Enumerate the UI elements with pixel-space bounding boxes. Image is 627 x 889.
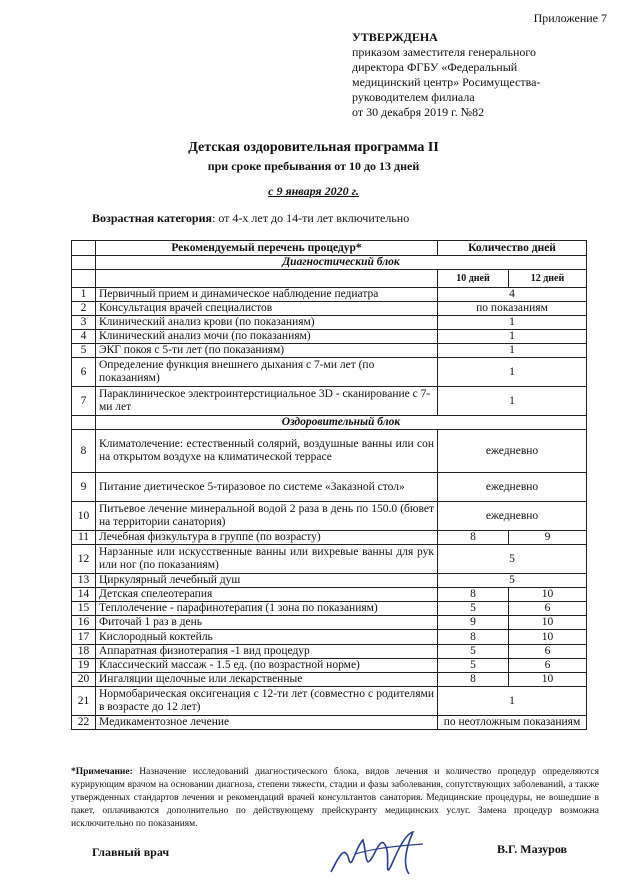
subheader-number-cell — [72, 270, 96, 288]
table-row — [72, 645, 587, 659]
row-number: 16 — [72, 616, 96, 630]
row-number: 17 — [72, 630, 96, 645]
subheader-12-days: 12 дней — [509, 270, 587, 288]
section-health: Оздоровительный блок — [96, 416, 587, 430]
row-number: 10 — [72, 502, 96, 531]
section-number-cell — [72, 256, 96, 270]
row-number: 18 — [72, 645, 96, 659]
program-title: Детская оздоровительная программа II — [188, 140, 439, 155]
age-category — [92, 211, 409, 226]
effective-date-text: с 9 января 2020 г. — [268, 184, 359, 198]
table-row — [72, 330, 587, 344]
signer-name: В.Г. Мазуров — [497, 842, 568, 856]
days-12-value: 10 — [509, 616, 587, 630]
days-value: 1 — [438, 330, 587, 344]
procedure-name: Питьевое лечение минеральной водой 2 раза в день по 150.0 (бювет на территории санатория) — [96, 502, 438, 531]
procedure-name: Клинический анализ крови (по показаниям) — [96, 316, 438, 330]
approval-block — [352, 30, 612, 120]
row-number: 3 — [72, 316, 96, 330]
table-row — [72, 574, 587, 588]
days-12-value: 10 — [509, 588, 587, 602]
table-row — [72, 531, 587, 545]
days-12-value: 6 — [509, 602, 587, 616]
days-10-value: 5 — [438, 645, 509, 659]
days-12-value: 9 — [509, 531, 587, 545]
table-row — [72, 288, 587, 302]
days-12-value: 10 — [509, 673, 587, 687]
row-number: 22 — [72, 716, 96, 730]
approval-line: медицинский центр» Росимущества- — [352, 75, 541, 89]
procedure-name: Нормобарическая оксигенация с 12-ти лет (совместно с родителями в возрасте до 12 лет) — [96, 687, 438, 716]
days-value: ежедневно — [438, 502, 587, 531]
table-row — [72, 545, 587, 574]
procedure-name: Ингаляции щелочные или лекарственные — [96, 673, 438, 687]
program-subtitle: при сроке пребывания от 10 до 13 дней — [207, 159, 420, 173]
days-value: ежедневно — [438, 473, 587, 502]
approval-line: директора ФГБУ «Федеральный — [352, 60, 518, 74]
procedure-name: Теплолечение - парафинотерапия (1 зона по показаниям) — [96, 602, 438, 616]
procedure-name: Климатолечение: естественный солярий, воздушные ванны или сон на открытом воздухе на климатической террасе — [96, 430, 438, 473]
approval-line: приказом заместителя генерального — [352, 45, 536, 59]
table-row — [72, 602, 587, 616]
days-10-value: 8 — [438, 588, 509, 602]
section-diagnostic: Диагностический блок — [96, 256, 587, 270]
table-row — [72, 687, 587, 716]
procedure-name: Классический массаж - 1.5 ед. (по возрастной норме) — [96, 659, 438, 673]
age-label: Возрастная категория — [92, 211, 212, 225]
days-12-value: 6 — [509, 645, 587, 659]
row-number: 14 — [72, 588, 96, 602]
header-days: Количество дней — [438, 241, 587, 256]
table-row — [72, 473, 587, 502]
row-number: 2 — [72, 302, 96, 316]
days-value: 5 — [438, 574, 587, 588]
header-number-cell — [72, 241, 96, 256]
subheader-empty-cell — [96, 270, 438, 288]
procedure-name: Аппаратная физиотерапия -1 вид процедур — [96, 645, 438, 659]
days-value: 1 — [438, 687, 587, 716]
procedure-name: Консультация врачей специалистов — [96, 302, 438, 316]
table-row — [72, 316, 587, 330]
row-number: 8 — [72, 430, 96, 473]
days-value: 1 — [438, 358, 587, 387]
row-number: 6 — [72, 358, 96, 387]
approval-heading: УТВЕРЖДЕНА — [352, 30, 438, 44]
table-row — [72, 430, 587, 473]
table-row — [72, 358, 587, 387]
row-number: 7 — [72, 387, 96, 416]
table-row — [72, 302, 587, 316]
appendix-label: Приложение 7 — [533, 11, 607, 25]
approval-line: руководителем филиала — [352, 90, 475, 104]
age-value: : от 4-х лет до 14-ти лет включительно — [212, 211, 410, 225]
days-value: 1 — [438, 344, 587, 358]
row-number: 9 — [72, 473, 96, 502]
days-value: ежедневно — [438, 430, 587, 473]
procedure-name: Питание диетическое 5-тиразовое по системе «Заказной стол» — [96, 473, 438, 502]
days-value: 5 — [438, 545, 587, 574]
footnote-text: Назначение исследований диагностического блока, видов лечения и количество процедур определяются курирующим врачом на основании диагноза, степени тяжести, стадии и фазы заболевания, сопутствующих заболеваний, а также утвержденных стандартов лечения и рекомендаций врачей консультантов санатория. Медицинские процедуры, не вошедшие в пакет, оплачиваются дополнительно по действующему прейскуранту медицинских услуг. Замена процедур возможна исключительно по показаниям. — [71, 767, 599, 829]
days-10-value: 9 — [438, 616, 509, 630]
procedure-name: Детская спелеотерапия — [96, 588, 438, 602]
footnote — [71, 766, 599, 831]
effective-date — [0, 184, 627, 199]
procedure-name: ЭКГ покоя с 5-ти лет (по показаниям) — [96, 344, 438, 358]
days-10-value: 8 — [438, 673, 509, 687]
procedures-table — [71, 240, 587, 730]
procedure-name: Медикаментозное лечение — [96, 716, 438, 730]
row-number: 5 — [72, 344, 96, 358]
section-number-cell — [72, 416, 96, 430]
table-row — [72, 502, 587, 531]
table-row — [72, 616, 587, 630]
subheader-row — [72, 270, 587, 288]
table-row — [72, 344, 587, 358]
row-number: 19 — [72, 659, 96, 673]
days-value: 1 — [438, 316, 587, 330]
row-number: 11 — [72, 531, 96, 545]
header-procedures: Рекомендуемый перечень процедур* — [96, 241, 438, 256]
procedure-name: Кислородный коктейль — [96, 630, 438, 645]
days-value: 4 — [438, 288, 587, 302]
procedure-name: Нарзанные или искусственные ванны или вихревые ванны для рук или ног (по показаниям) — [96, 545, 438, 574]
footnote-label: *Примечание: — [71, 767, 133, 777]
approval-line: от 30 декабря 2019 г. №82 — [352, 105, 485, 119]
table-row — [72, 716, 587, 730]
procedure-name: Первичный прием и динамическое наблюдение педиатра — [96, 288, 438, 302]
days-12-value: 6 — [509, 659, 587, 673]
title-block — [0, 140, 627, 174]
row-number: 13 — [72, 574, 96, 588]
days-10-value: 5 — [438, 659, 509, 673]
procedure-name: Циркулярный лечебный душ — [96, 574, 438, 588]
row-number: 12 — [72, 545, 96, 574]
table-row — [72, 588, 587, 602]
table-row — [72, 387, 587, 416]
chief-doctor-label: Главный врач — [92, 845, 170, 859]
table-row — [72, 673, 587, 687]
table-row — [72, 630, 587, 645]
days-12-value: 10 — [509, 630, 587, 645]
procedure-name: Определение функция внешнего дыхания с 7-ми лет (по показаниям) — [96, 358, 438, 387]
days-value: 1 — [438, 387, 587, 416]
table-header-row — [72, 241, 587, 256]
days-value: по показаниям — [438, 302, 587, 316]
days-10-value: 8 — [438, 630, 509, 645]
signature-icon — [325, 826, 435, 886]
procedure-name: Клинический анализ мочи (по показаниям) — [96, 330, 438, 344]
procedure-name: Лечебная физкультура в группе (по возрасту) — [96, 531, 438, 545]
days-value: по неотложным показаниям — [438, 716, 587, 730]
row-number: 4 — [72, 330, 96, 344]
table-row — [72, 659, 587, 673]
section-health-row — [72, 416, 587, 430]
section-diagnostic-row — [72, 256, 587, 270]
row-number: 1 — [72, 288, 96, 302]
subheader-10-days: 10 дней — [438, 270, 509, 288]
procedure-name: Параклиническое электроинтерстициальное 3D - сканирование с 7-ми лет — [96, 387, 438, 416]
row-number: 20 — [72, 673, 96, 687]
days-10-value: 5 — [438, 602, 509, 616]
days-10-value: 8 — [438, 531, 509, 545]
procedure-name: Фиточай 1 раз в день — [96, 616, 438, 630]
row-number: 15 — [72, 602, 96, 616]
row-number: 21 — [72, 687, 96, 716]
